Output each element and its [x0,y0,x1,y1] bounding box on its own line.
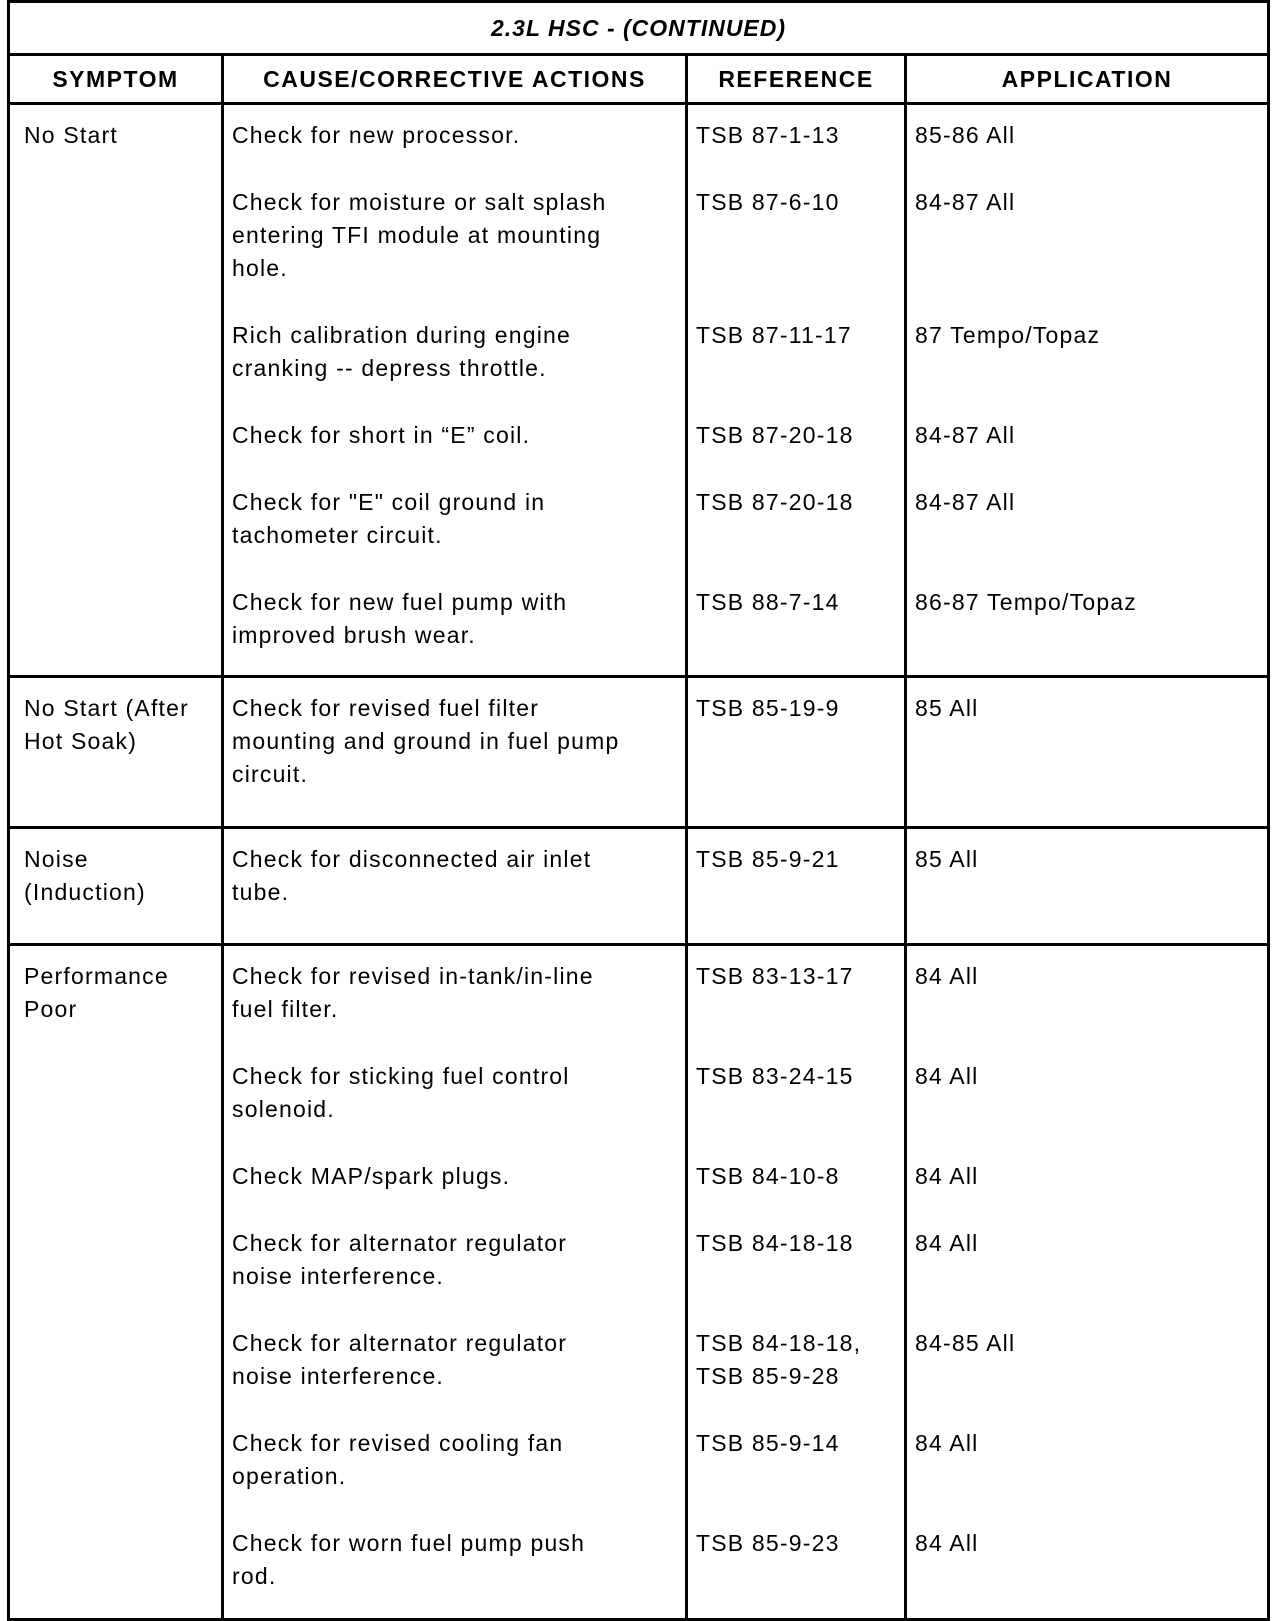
cause-line: fuel filter. [232,996,339,1022]
symptom-cell [9,945,223,1620]
reference-cell [687,677,906,828]
reference-line: TSB 84-18-18 [696,1230,854,1256]
cause-entry [232,319,677,419]
cause-entry [232,843,677,943]
application-entry [915,1060,1259,1160]
cause-line: rod. [232,1563,277,1589]
cause-line: tube. [232,879,290,905]
reference-line: TSB 87-20-18 [696,489,854,515]
reference-line: TSB 83-24-15 [696,1063,854,1089]
reference-line: TSB 83-13-17 [696,963,854,989]
cause-entry [232,1427,677,1527]
header-cause: CAUSE/CORRECTIVE ACTIONS [223,55,687,104]
application-entry [915,1227,1259,1327]
cause-line: tachometer circuit. [232,522,443,548]
application-cell [906,828,1269,945]
cause-entry [232,1227,677,1327]
application-entry [915,486,1259,586]
cause-entry [232,419,677,486]
reference-entry [696,1227,896,1327]
cause-line: Check for short in “E” coil. [232,422,531,448]
application-line: 84 All [915,1230,979,1256]
cause-entry [232,119,677,186]
cause-line: Check for "E" coil ground in [232,489,546,515]
cause-line: Check for new fuel pump with [232,589,568,615]
cause-cell [223,945,687,1620]
cause-line: cranking -- depress throttle. [232,355,547,381]
application-entry [915,1327,1259,1427]
cause-entry [232,586,677,675]
cause-cell [223,828,687,945]
cause-line: improved brush wear. [232,622,476,648]
cause-line: noise interference. [232,1363,445,1389]
reference-line: TSB 84-10-8 [696,1163,840,1189]
application-line: 84 All [915,1163,979,1189]
application-line: 85 All [915,695,979,721]
application-entry [915,1160,1259,1227]
reference-line: TSB 87-20-18 [696,422,854,448]
cause-entry [232,1160,677,1227]
header-application: APPLICATION [906,55,1269,104]
application-entry [915,692,1259,826]
application-cell [906,104,1269,677]
symptom-group [9,677,1269,828]
cause-line: circuit. [232,761,309,787]
application-cell [906,677,1269,828]
cause-line: Check for revised fuel filter [232,695,540,721]
application-entry [915,960,1259,1060]
symptom-line: Poor [24,996,78,1022]
cause-line: Check for disconnected air inlet [232,846,592,872]
application-line: 84 All [915,1430,979,1456]
symptom-line: Noise [24,846,89,872]
symptom-line: No Start (After [24,695,189,721]
symptom-line: (Induction) [24,879,146,905]
application-line: 85 All [915,846,979,872]
cause-line: Check MAP/spark plugs. [232,1163,511,1189]
reference-entry [696,1427,896,1527]
cause-line: solenoid. [232,1096,335,1122]
title-row [9,2,1269,55]
cause-line: Check for sticking fuel control [232,1063,570,1089]
cause-line: noise interference. [232,1263,445,1289]
application-line: 84-85 All [915,1330,1016,1356]
application-line: 86-87 Tempo/Topaz [915,589,1137,615]
application-entry [915,1527,1259,1618]
reference-cell [687,104,906,677]
cause-line: Check for revised in-tank/in-line [232,963,594,989]
application-entry [915,419,1259,486]
symptom-line: Performance [24,963,169,989]
reference-entry [696,1527,896,1618]
application-entry [915,186,1259,319]
application-line: 84-87 All [915,422,1016,448]
cause-line: mounting and ground in fuel pump [232,728,620,754]
application-cell [906,945,1269,1620]
reference-entry [696,119,896,186]
cause-entry [232,1327,677,1427]
cause-line: Check for alternator regulator [232,1330,568,1356]
application-line: 84 All [915,1530,979,1556]
reference-cell [687,828,906,945]
symptom-group [9,945,1269,1620]
application-entry [915,1427,1259,1527]
application-line: 85-86 All [915,122,1016,148]
reference-cell [687,945,906,1620]
reference-line: TSB 84-18-18, [696,1330,862,1356]
reference-entry [696,186,896,319]
cause-entry [232,1527,677,1618]
reference-entry [696,692,896,826]
reference-line: TSB 85-9-21 [696,846,840,872]
reference-line: TSB 85-19-9 [696,695,840,721]
reference-line: TSB 85-9-28 [696,1363,840,1389]
table-title: 2.3L HSC - (CONTINUED) [9,2,1269,55]
cause-line: Rich calibration during engine [232,322,572,348]
reference-entry [696,486,896,586]
symptom-group [9,104,1269,677]
application-line: 87 Tempo/Topaz [915,322,1101,348]
reference-entry [696,843,896,943]
header-row [9,55,1269,104]
symptom-group [9,828,1269,945]
symptom-cell [9,828,223,945]
header-reference: REFERENCE [687,55,906,104]
reference-entry [696,1327,896,1427]
cause-cell [223,104,687,677]
reference-entry [696,1060,896,1160]
reference-line: TSB 87-11-17 [696,322,852,348]
cause-entry [232,486,677,586]
cause-line: entering TFI module at mounting [232,222,602,248]
cause-line: Check for alternator regulator [232,1230,568,1256]
reference-entry [696,419,896,486]
diagnosis-table [7,0,1270,1621]
application-line: 84-87 All [915,489,1016,515]
application-line: 84 All [915,963,979,989]
reference-entry [696,960,896,1060]
cause-line: Check for new processor. [232,122,521,148]
cause-line: hole. [232,255,288,281]
reference-line: TSB 87-1-13 [696,122,840,148]
application-line: 84 All [915,1063,979,1089]
cause-line: Check for worn fuel pump push [232,1530,586,1556]
symptom-cell [9,677,223,828]
application-entry [915,586,1259,675]
reference-entry [696,319,896,419]
cause-line: operation. [232,1463,347,1489]
table-body [9,2,1269,1620]
cause-entry [232,960,677,1060]
application-entry [915,119,1259,186]
symptom-line: Hot Soak) [24,728,138,754]
cause-entry [232,692,677,826]
reference-entry [696,586,896,675]
reference-line: TSB 85-9-14 [696,1430,840,1456]
reference-line: TSB 88-7-14 [696,589,840,615]
application-entry [915,319,1259,419]
header-symptom: SYMPTOM [9,55,223,104]
application-entry [915,843,1259,943]
application-line: 84-87 All [915,189,1016,215]
cause-entry [232,186,677,319]
cause-cell [223,677,687,828]
cause-line: Check for moisture or salt splash [232,189,607,215]
reference-line: TSB 85-9-23 [696,1530,840,1556]
cause-line: Check for revised cooling fan [232,1430,564,1456]
symptom-cell [9,104,223,677]
cause-entry [232,1060,677,1160]
symptom-line: No Start [24,122,118,148]
reference-line: TSB 87-6-10 [696,189,840,215]
reference-entry [696,1160,896,1227]
